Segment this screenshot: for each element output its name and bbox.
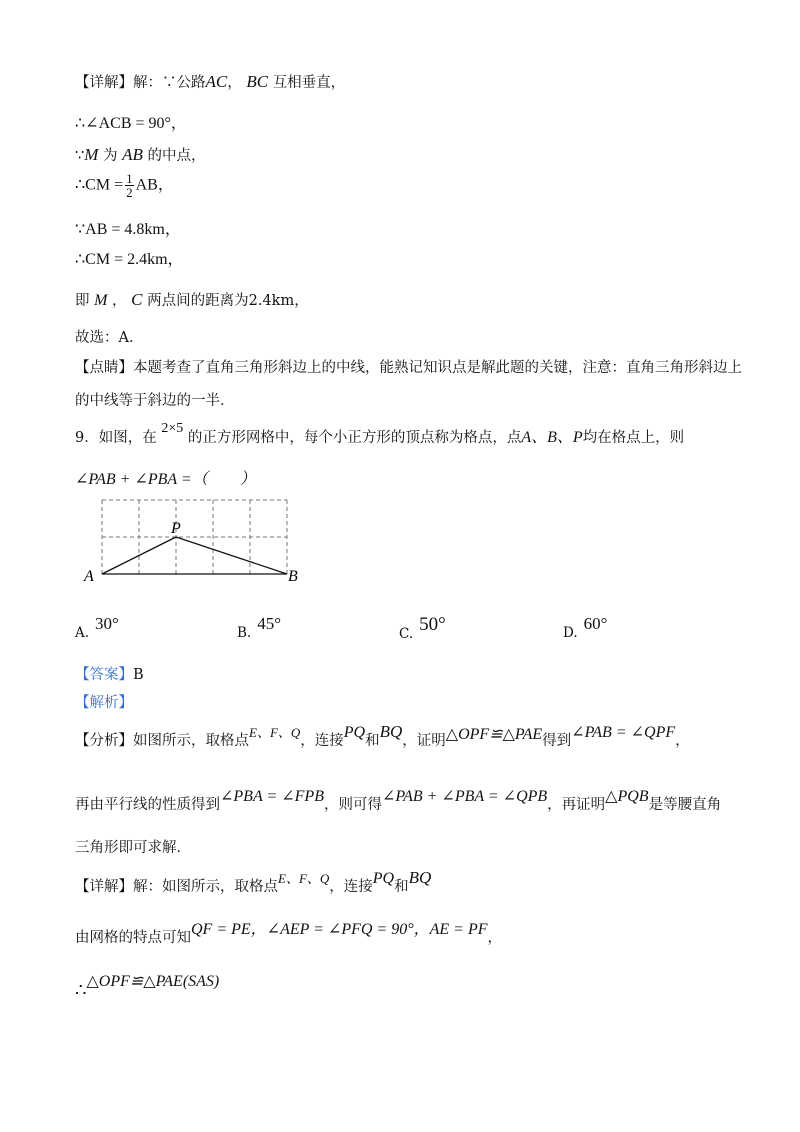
detail-line-8: 故选：A．	[75, 330, 144, 346]
option-a[interactable]: A. 30°	[75, 614, 119, 641]
answer-line	[75, 667, 144, 684]
detail-line-2: ∴∠ACB = 90°，	[75, 115, 187, 132]
question-9-expression: ∠PAB + ∠PBA =（ ）	[75, 471, 256, 488]
detail2-line-2: 由网格的特点可知QF = PE，∠AEP = ∠PFQ = 90°，AE = PF，	[75, 921, 503, 946]
option-c[interactable]: C. 50°	[399, 614, 446, 642]
option-d[interactable]: D. 60°	[563, 614, 608, 641]
question-9-stem: 9．如图，在 2×5 的正方形网格中，每个小正方形的顶点称为格点，点A、B、P均在格点上，则	[75, 421, 685, 446]
answer-tag: 【答案】	[75, 667, 133, 683]
comment-line-1: 【点睛】本题考查了直角三角形斜边上的中线，能熟记知识点是解此题的关键，注意：直角三角形斜边上	[75, 360, 742, 376]
analysis-line-1: 【分析】如图所示，取格点E、F、Q，连接PQ和BQ，证明△OPF≌△PAE得到∠PAB = ∠QPF，	[75, 722, 690, 749]
detail-line-7: 即 M ， C 两点间的距离为2.4km，	[75, 290, 309, 309]
grid-figure	[80, 495, 310, 590]
detail2-line-3: ∴△OPF≌△PAE(SAS)	[75, 973, 220, 1001]
label-b: B	[288, 568, 298, 585]
answer-value: B	[133, 667, 144, 683]
analysis-tag: 【解析】	[75, 695, 133, 711]
comment-line-2: 的中线等于斜边的一半．	[75, 393, 235, 409]
option-b[interactable]: B. 45°	[237, 614, 282, 641]
segment-pb	[176, 537, 287, 574]
half-fraction: $\frac{1}{2}$	[126, 171, 133, 200]
label-a: A	[84, 568, 94, 585]
detail-line-3: ∵M 为 AB 的中点，	[75, 145, 206, 164]
detail-line-6: ∴CM = 2.4km，	[75, 251, 184, 268]
detail-line-1: 【详解】解：∵公路AC， BC 互相垂直，	[75, 72, 346, 91]
detail-line-5: ∵AB = 4.8km，	[75, 221, 181, 238]
label-p: P	[171, 520, 181, 537]
analysis-line-3: 三角形即可求解．	[75, 840, 191, 856]
analysis-line-2: 再由平行线的性质得到∠PBA = ∠FPB，则可得∠PAB + ∠PBA = ∠QPB，再证明△PQB是等腰直角	[75, 788, 722, 813]
detail-line-4: ∴CM = $\frac{1}{2}$ AB，	[75, 171, 174, 200]
detail2-line-1: 【详解】解：如图所示，取格点E、F、Q，连接PQ和BQ	[75, 868, 432, 895]
grid-size: 2×5	[161, 421, 184, 436]
